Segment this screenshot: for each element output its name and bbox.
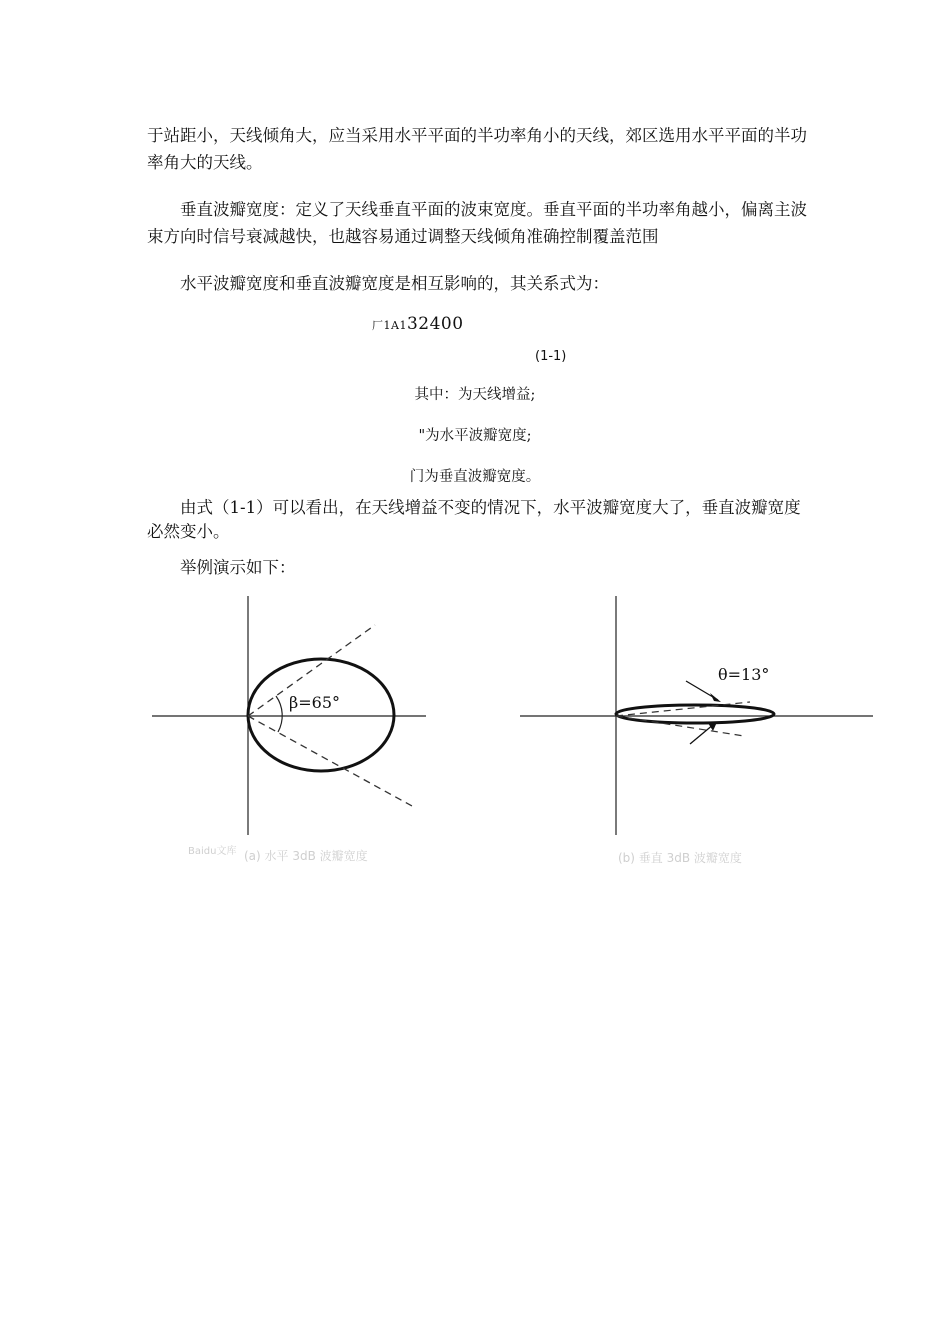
arrowhead-lower [708, 722, 717, 731]
equation-number: (1-1) [535, 349, 567, 364]
paragraph-1: 于站距小，天线倾角大，应当采用水平平面的半功率角小的天线，郊区选用水平平面的半功率角大的天线。 [147, 126, 807, 172]
formula-value: 32400 [406, 314, 464, 334]
paragraph-4: 由式（1-1）可以看出，在天线增益不变的情况下，水平波瓣宽度大了，垂直波瓣宽度必然变小。 [147, 498, 801, 541]
vertical-beam-figure [518, 592, 878, 877]
arrow-lower [690, 724, 714, 744]
formula-prefix: 厂1A1 [372, 319, 407, 332]
angle-arc [276, 696, 282, 732]
arrowhead-upper [710, 693, 721, 702]
beam-lobe [248, 659, 394, 771]
paragraph-3: 水平波瓣宽度和垂直波瓣宽度是相互影响的，其关系式为： [180, 274, 609, 293]
paragraph-2: 垂直波瓣宽度：定义了天线垂直平面的波束宽度。垂直平面的半功率角越小，偏离主波束方向时信号衰减越快，也越容易通过调整天线倾角准确控制覆盖范围 [147, 200, 807, 246]
formula [372, 314, 464, 334]
watermark-text: Baidu文库 [188, 846, 237, 857]
definition-vertical: 门为垂直波瓣宽度。 [409, 469, 541, 485]
beam-edge-lower [248, 716, 412, 806]
theta-angle-label: θ=13° [718, 665, 770, 684]
beta-angle-label: β=65° [289, 693, 341, 712]
right-figure-caption: (b) 垂直 3dB 波瓣宽度 [618, 851, 742, 865]
definition-gain: 其中：为天线增益; [414, 387, 536, 403]
definition-horizontal: "为水平波瓣宽度; [418, 428, 532, 444]
horizontal-beam-figure [150, 592, 430, 877]
left-figure-caption: (a) 水平 3dB 波瓣宽度 [244, 849, 368, 863]
paragraph-5: 举例演示如下： [180, 558, 296, 577]
